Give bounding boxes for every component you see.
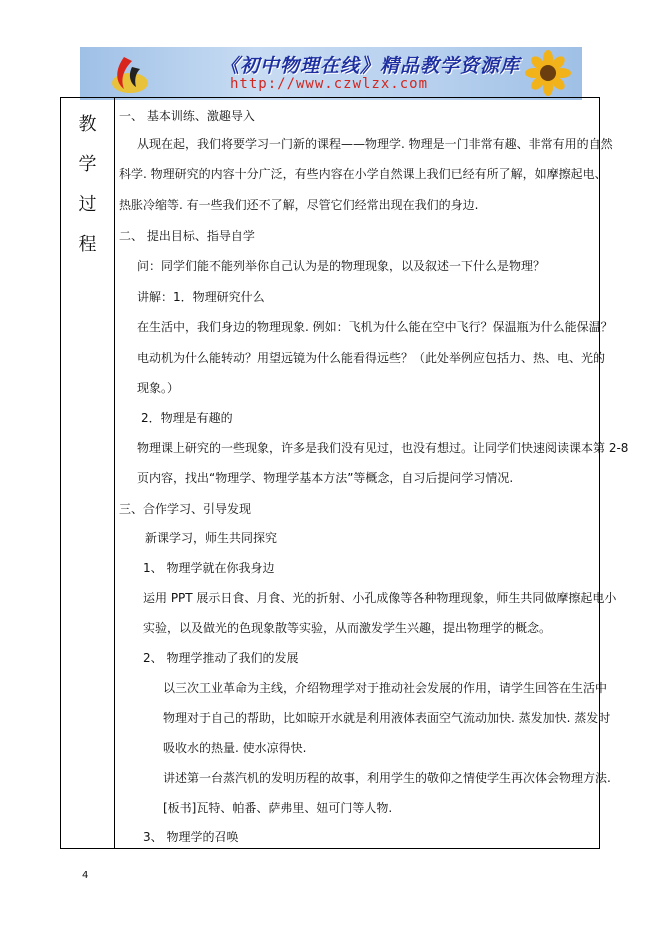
label-char: 学 bbox=[78, 154, 97, 175]
paragraph-line: 电动机为什么能转动？用望远镜为什么能看得远些？（此处举例应包括力、热、电、光的 bbox=[137, 351, 606, 365]
sunflower-icon bbox=[518, 49, 578, 99]
paragraph-line: 热胀冷缩等. 有一些我们还不了解，尽管它们经常出现在我们的身边. bbox=[119, 198, 479, 212]
site-logo bbox=[110, 53, 150, 95]
lesson-table bbox=[60, 97, 629, 849]
page-number: 4 bbox=[82, 870, 89, 881]
paragraph-line: 运用 PPT 展示日食、月食、光的折射、小孔成像等各种物理现象，师生共同做摩擦起电小 bbox=[143, 591, 617, 605]
paragraph-line: 吸收水的热量. 使水凉得快. bbox=[163, 741, 307, 755]
paragraph-line: [板书]瓦特、帕番、萨弗里、妞可门等人物. bbox=[163, 801, 393, 815]
paragraph-line: 问：同学们能不能列举你自己认为是的物理现象，以及叙述一下什么是物理？ bbox=[137, 259, 546, 273]
label-char: 程 bbox=[78, 234, 97, 255]
paragraph-line: 在生活中，我们身边的物理现象. 例如：飞机为什么能在空中飞行？保温瓶为什么能保温？ bbox=[137, 320, 613, 334]
section-heading: 一、 基本训练、激趣导入 bbox=[119, 109, 255, 123]
paragraph-line: 以三次工业革命为主线，介绍物理学对于推动社会发展的作用，请学生回答在生活中 bbox=[163, 681, 608, 695]
section-heading: 三、合作学习、引导发现 bbox=[119, 502, 252, 516]
paragraph-line: 科学. 物理研究的内容十分广泛，有些内容在小学自然课上我们已经有所了解，如摩擦起电、 bbox=[119, 167, 607, 181]
column-divider bbox=[114, 98, 115, 848]
subheading: 2、 物理学推动了我们的发展 bbox=[143, 651, 299, 665]
paragraph-line: 物理对于自己的帮助，比如晾开水就是利用液体表面空气流动加快. 蒸发加快. 蒸发时 bbox=[163, 711, 611, 725]
header-banner bbox=[80, 47, 582, 100]
subheading: 3、 物理学的召唤 bbox=[143, 830, 239, 844]
paragraph-line: 从现在起，我们将要学习一门新的课程——物理学. 物理是一门非常有趣、非常有用的自然 bbox=[137, 137, 613, 151]
paragraph-line: 实验，以及做光的色现象散等实验，从而激发学生兴趣，提出物理学的概念。 bbox=[143, 621, 552, 635]
paragraph-line: 页内容，找出“物理学、物理学基本方法”等概念，自习后提问学习情况. bbox=[137, 471, 514, 485]
paragraph-line: 新课学习，师生共同探究 bbox=[145, 531, 278, 545]
paragraph-line: 现象。） bbox=[137, 381, 180, 395]
paragraph-line: 物理课上研究的一些现象，许多是我们没有见过，也没有想过。让同学们快速阅读课本第 2-8 bbox=[137, 441, 629, 455]
subheading: 1、 物理学就在你我身边 bbox=[143, 561, 275, 575]
label-char: 教 bbox=[78, 114, 97, 135]
paragraph-line: 讲述第一台蒸汽机的发明历程的故事，利用学生的敬仰之情使学生再次体会物理方法. bbox=[163, 771, 611, 785]
banner-url[interactable]: http://www.czwlzx.com bbox=[230, 76, 429, 92]
section-heading: 二、 提出目标、指导自学 bbox=[119, 229, 255, 243]
banner-title: 《初中物理在线》精品教学资源库 bbox=[220, 55, 521, 77]
paragraph-line: 讲解：1．物理研究什么 bbox=[137, 290, 265, 304]
label-char: 过 bbox=[78, 194, 97, 215]
subheading: 2．物理是有趣的 bbox=[141, 411, 233, 425]
